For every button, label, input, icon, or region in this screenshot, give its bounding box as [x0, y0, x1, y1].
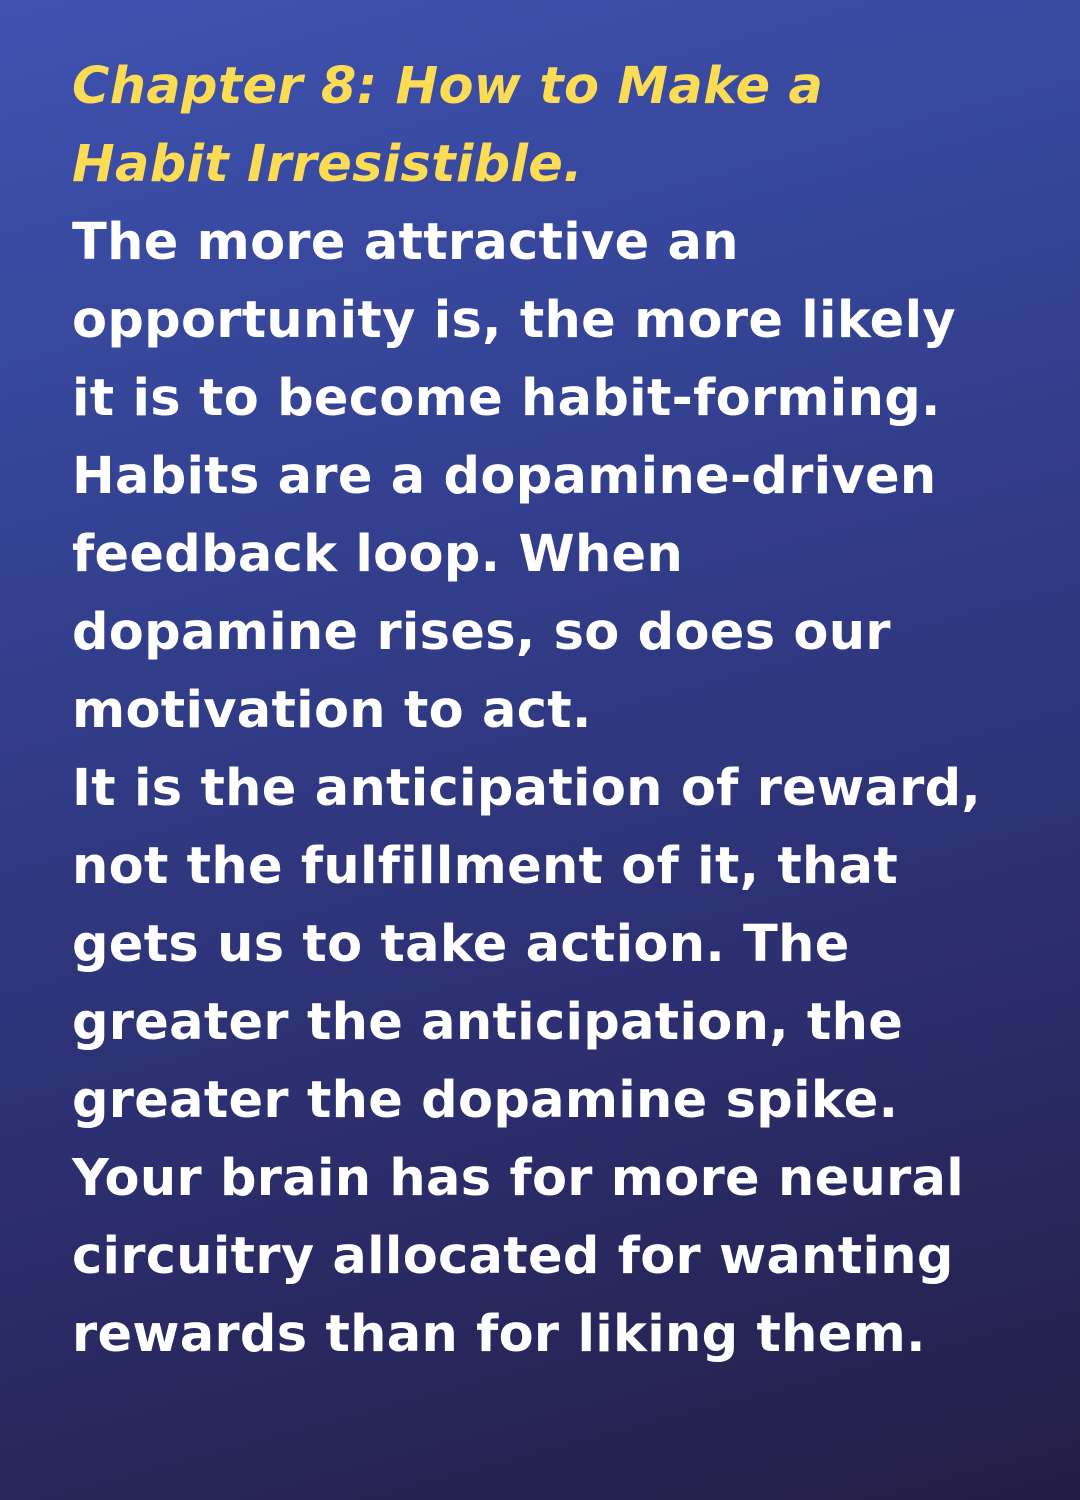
body-line: It is the anticipation of reward,	[72, 759, 982, 818]
body-line: feedback loop. When	[72, 525, 684, 584]
title-line: Chapter 8: How to Make a	[72, 57, 824, 116]
body-line: dopamine rises, so does our	[72, 603, 891, 662]
body-line: Habits are a dopamine-driven	[72, 447, 937, 506]
body-line: motivation to act.	[72, 681, 592, 740]
body-line: Your brain has for more neural	[72, 1149, 965, 1208]
slide-content	[72, 48, 1002, 1374]
body-line: opportunity is, the more likely	[72, 291, 956, 350]
body-line: rewards than for liking them.	[72, 1305, 926, 1364]
body-text	[72, 204, 1002, 1374]
body-line: greater the dopamine spike.	[72, 1071, 899, 1130]
body-line: it is to become habit-forming.	[72, 369, 941, 428]
body-line: gets us to take action. The	[72, 915, 850, 974]
body-line: The more attractive an	[72, 213, 739, 272]
chapter-title	[72, 48, 1002, 204]
body-line: greater the anticipation, the	[72, 993, 904, 1052]
body-line: not the fulfillment of it, that	[72, 837, 899, 896]
body-line: circuitry allocated for wanting	[72, 1227, 954, 1286]
title-line: Habit Irresistible.	[72, 135, 583, 194]
